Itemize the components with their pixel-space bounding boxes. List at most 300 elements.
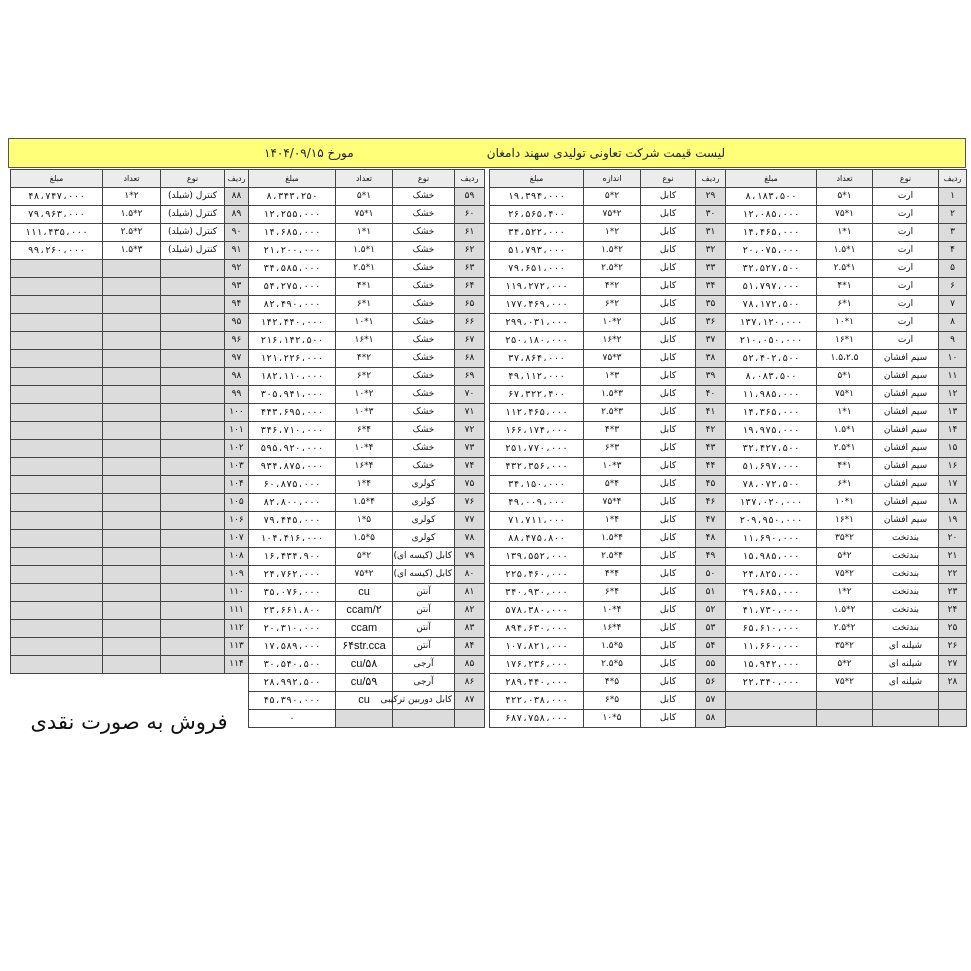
amount-cell: ۱۶،۴۳۴،۹۰۰ (249, 548, 336, 566)
size-cell: ۵*۱.۵ (584, 638, 641, 656)
type-cell: کابل (641, 278, 696, 296)
amount-cell: ۲۲،۳۴۰،۰۰۰ (726, 674, 817, 692)
row-number-cell: ۴۶ (696, 494, 726, 512)
table-row (726, 458, 967, 476)
amount-cell: ۵۱،۶۹۷،۰۰۰ (726, 458, 817, 476)
row-number-cell: ۲۳ (939, 584, 967, 602)
size-cell: ۲*۵ (817, 656, 873, 674)
type-cell: ارت (873, 278, 939, 296)
amount-cell: ۱۲،۲۵۵،۰۰۰ (249, 206, 336, 224)
amount-cell: ۴۸،۷۴۷،۰۰۰ (11, 188, 103, 206)
size-cell: ۲*۲.۵ (584, 260, 641, 278)
table-row (490, 278, 726, 296)
type-cell: ارت (873, 260, 939, 278)
table-row (726, 206, 967, 224)
type-cell: خشک (393, 260, 455, 278)
type-cell: کنترل (شیلد) (161, 242, 225, 260)
size-cell: ۱*۵ (336, 188, 393, 206)
row-number-cell: ۷ (939, 296, 967, 314)
size-cell: ۱*۱۶ (817, 512, 873, 530)
column-header: اندازه (584, 170, 641, 188)
size-cell (103, 422, 161, 440)
row-number-cell: ۶۳ (455, 260, 485, 278)
row-number-cell: ۸۳ (455, 620, 485, 638)
table-row (726, 440, 967, 458)
amount-cell: ۱۴۲،۴۴۰،۰۰۰ (249, 314, 336, 332)
type-cell: ارت (873, 314, 939, 332)
row-number-cell: ۶۸ (455, 350, 485, 368)
table-row (490, 656, 726, 674)
amount-cell: ۶۰،۸۷۵،۰۰۰ (249, 476, 336, 494)
size-cell (103, 512, 161, 530)
table-header-row (11, 170, 249, 188)
size-cell: ۳*۱ (584, 368, 641, 386)
size-cell: ۲*۶ (336, 368, 393, 386)
row-number-cell: ۵۹ (455, 188, 485, 206)
type-cell: خشک (393, 422, 455, 440)
type-cell (161, 278, 225, 296)
size-cell: ۱*۱۰ (817, 314, 873, 332)
amount-cell (11, 620, 103, 638)
size-cell: ۱*۴ (336, 278, 393, 296)
size-cell: ۳*۲.۵ (584, 404, 641, 422)
amount-cell: ۴۴۳،۶۹۵،۰۰۰ (249, 404, 336, 422)
type-cell: کنترل (شیلد) (161, 224, 225, 242)
column-header: ردیف (939, 170, 967, 188)
amount-cell (11, 566, 103, 584)
size-cell: ۲*۱۰ (336, 386, 393, 404)
table-row (490, 188, 726, 206)
size-cell: ۲*۲.۵ (817, 620, 873, 638)
type-cell (161, 314, 225, 332)
amount-cell (11, 332, 103, 350)
table-row (249, 494, 485, 512)
size-cell (817, 692, 873, 710)
type-cell: کنترل (شیلد) (161, 188, 225, 206)
type-cell: کابل (641, 422, 696, 440)
row-number-cell: ۹۵ (225, 314, 249, 332)
amount-cell: ۱۰۴،۴۱۶،۰۰۰ (249, 530, 336, 548)
table-row (490, 692, 726, 710)
row-number-cell: ۳۵ (696, 296, 726, 314)
type-cell: کابل (کیسه ای) (393, 566, 455, 584)
title-bar (8, 138, 966, 168)
size-cell (103, 656, 161, 674)
size-cell (103, 602, 161, 620)
table-row (490, 566, 726, 584)
table-header-row (726, 170, 967, 188)
table-row (726, 584, 967, 602)
amount-cell: ۳۴۶،۷۱۰،۰۰۰ (249, 422, 336, 440)
row-number-cell: ۲۲ (939, 566, 967, 584)
row-number-cell: ۳۳ (696, 260, 726, 278)
table-row (249, 656, 485, 674)
type-cell: خشک (393, 224, 455, 242)
row-number-cell: ۴۷ (696, 512, 726, 530)
row-number-cell: ۸۵ (455, 656, 485, 674)
row-number-cell: ۱۱۲ (225, 620, 249, 638)
row-number-cell: ۱۰۳ (225, 458, 249, 476)
size-cell (103, 440, 161, 458)
price-table-block-3 (248, 169, 485, 728)
row-number-cell: ۵۵ (696, 656, 726, 674)
row-number-cell: ۶۲ (455, 242, 485, 260)
row-number-cell: ۱۸ (939, 494, 967, 512)
size-cell: ۲*۴ (336, 350, 393, 368)
amount-cell: ۲۰،۳۱۰،۰۰۰ (249, 620, 336, 638)
table-header-row (490, 170, 726, 188)
amount-cell: ۱۷۶،۲۳۶،۰۰۰ (490, 656, 584, 674)
table-row (726, 350, 967, 368)
size-cell: ۱*۵ (817, 188, 873, 206)
table-row (11, 260, 249, 278)
size-cell: ۲*۷۵ (817, 566, 873, 584)
amount-cell: ۱۲۱،۲۲۶،۰۰۰ (249, 350, 336, 368)
row-number-cell: ۱۱۳ (225, 638, 249, 656)
column-header: مبلغ (726, 170, 817, 188)
size-cell: ۲*۷۵ (817, 674, 873, 692)
size-cell (103, 458, 161, 476)
row-number-cell (939, 709, 967, 727)
row-number-cell: ۹۲ (225, 260, 249, 278)
amount-cell: ۱۹،۳۹۴،۰۰۰ (490, 188, 584, 206)
size-cell: ۲*۳۵ (817, 530, 873, 548)
amount-cell: ۴۱،۷۳۰،۰۰۰ (726, 602, 817, 620)
row-number-cell: ۱۰۹ (225, 566, 249, 584)
amount-cell: ۵۱،۷۹۳،۰۰۰ (490, 242, 584, 260)
amount-cell: ۱۰۷،۸۲۱،۰۰۰ (490, 638, 584, 656)
row-number-cell: ۷۰ (455, 386, 485, 404)
type-cell: ارت (873, 188, 939, 206)
table-row (249, 584, 485, 602)
type-cell: خشک (393, 188, 455, 206)
row-number-cell: ۱۱۰ (225, 584, 249, 602)
amount-cell: ۵۴،۲۷۵،۰۰۰ (249, 278, 336, 296)
size-cell: ۵*۶ (584, 692, 641, 710)
amount-cell: ۷۸،۱۷۲،۵۰۰ (726, 296, 817, 314)
amount-cell: ۱۴،۶۸۵،۰۰۰ (249, 224, 336, 242)
amount-cell (11, 260, 103, 278)
type-cell: کابل (641, 584, 696, 602)
table-row (726, 692, 967, 710)
type-cell: سیم افشان (873, 404, 939, 422)
type-cell (161, 296, 225, 314)
amount-cell (11, 656, 103, 674)
table-row (490, 458, 726, 476)
type-cell (161, 332, 225, 350)
size-cell: ۱*۱۶ (817, 332, 873, 350)
type-cell: ارت (873, 206, 939, 224)
size-cell: ۱*۷۵ (817, 386, 873, 404)
amount-cell: ۳۲،۵۲۷،۵۰۰ (726, 260, 817, 278)
size-cell: cu/۵۸ (336, 656, 393, 674)
amount-cell: ۱۱۲،۴۶۵،۰۰۰ (490, 404, 584, 422)
amount-cell: ۲۰۹،۹۵۰،۰۰۰ (726, 512, 817, 530)
amount-cell: ۴۹،۱۱۲،۰۰۰ (490, 368, 584, 386)
table-row (249, 404, 485, 422)
amount-cell: ۱۲،۰۸۵،۰۰۰ (726, 206, 817, 224)
type-cell: خشک (393, 350, 455, 368)
row-number-cell (939, 692, 967, 710)
amount-cell: ۳۴،۵۲۲،۰۰۰ (490, 224, 584, 242)
table-row (11, 224, 249, 242)
size-cell: ۱*۱۶ (336, 332, 393, 350)
table-row (11, 530, 249, 548)
size-cell: ۱*۴ (817, 458, 873, 476)
size-cell: cu (336, 692, 393, 710)
amount-cell: ۳۰۵،۹۴۱،۰۰۰ (249, 386, 336, 404)
row-number-cell: ۱۰۰ (225, 404, 249, 422)
type-cell: خشک (393, 296, 455, 314)
type-cell: خشک (393, 440, 455, 458)
size-cell (103, 638, 161, 656)
size-cell: ۱*۱ (817, 404, 873, 422)
table-row (11, 602, 249, 620)
row-number-cell: ۶۶ (455, 314, 485, 332)
type-cell (161, 638, 225, 656)
amount-cell: ۱۱۱،۴۳۵،۰۰۰ (11, 224, 103, 242)
size-cell: ۵*۴ (584, 674, 641, 692)
size-cell: ۱*۱۰ (817, 494, 873, 512)
table-row (11, 350, 249, 368)
table-row (726, 224, 967, 242)
row-number-cell: ۳۱ (696, 224, 726, 242)
row-number-cell: ۴۳ (696, 440, 726, 458)
table-row (249, 476, 485, 494)
amount-cell: ۴۲۲،۰۳۸،۰۰۰ (490, 692, 584, 710)
size-cell: ۲*۱ (103, 188, 161, 206)
size-cell (103, 548, 161, 566)
type-cell: بندتخت (873, 530, 939, 548)
row-number-cell: ۵۳ (696, 620, 726, 638)
type-cell: سیم افشان (873, 422, 939, 440)
table-row (490, 548, 726, 566)
row-number-cell: ۱۷ (939, 476, 967, 494)
size-cell (103, 566, 161, 584)
row-number-cell: ۱ (939, 188, 967, 206)
type-cell: کولری (393, 494, 455, 512)
type-cell (161, 656, 225, 674)
column-header: ردیف (696, 170, 726, 188)
table-row (726, 530, 967, 548)
row-number-cell: ۷۷ (455, 512, 485, 530)
table-row (490, 602, 726, 620)
type-cell: کابل (641, 404, 696, 422)
size-cell: ۲*۵ (817, 548, 873, 566)
amount-cell (11, 386, 103, 404)
type-cell: آنتن (393, 638, 455, 656)
row-number-cell: ۴ (939, 242, 967, 260)
row-number-cell: ۵ (939, 260, 967, 278)
table-row (490, 404, 726, 422)
row-number-cell: ۱۰۸ (225, 548, 249, 566)
size-cell (103, 620, 161, 638)
type-cell: کابل (641, 476, 696, 494)
table-row (249, 278, 485, 296)
table-row (726, 404, 967, 422)
amount-cell: ۵۹۵،۹۲۰،۰۰۰ (249, 440, 336, 458)
size-cell: ۱*۷۵ (817, 206, 873, 224)
type-cell: شیلنه ای (873, 638, 939, 656)
row-number-cell: ۱۱۱ (225, 602, 249, 620)
table-row (726, 332, 967, 350)
table-row (11, 440, 249, 458)
table-row (726, 242, 967, 260)
table-row (490, 512, 726, 530)
type-cell: ارت (873, 296, 939, 314)
type-cell (873, 692, 939, 710)
type-cell: کابل (641, 602, 696, 620)
amount-cell: ۱۱۹،۲۷۲،۰۰۰ (490, 278, 584, 296)
column-header: نوع (873, 170, 939, 188)
amount-cell: ۱۳۹،۵۵۲،۰۰۰ (490, 548, 584, 566)
size-cell: ۴*۵ (584, 476, 641, 494)
row-number-cell: ۲۶ (939, 638, 967, 656)
size-cell: ۴*۱۶ (336, 458, 393, 476)
row-number-cell: ۳ (939, 224, 967, 242)
size-cell (103, 314, 161, 332)
type-cell (161, 476, 225, 494)
amount-cell: ۲۱،۲۰۰،۰۰۰ (249, 242, 336, 260)
table-row (490, 440, 726, 458)
row-number-cell: ۶۰ (455, 206, 485, 224)
type-cell: خشک (393, 404, 455, 422)
amount-cell: ۲۲۵،۴۶۰،۰۰۰ (490, 566, 584, 584)
amount-cell: ۱۵،۹۴۲،۰۰۰ (726, 656, 817, 674)
table-row (249, 440, 485, 458)
table-row (726, 386, 967, 404)
amount-cell: ۲۴،۸۲۵،۰۰۰ (726, 566, 817, 584)
type-cell: کابل (641, 512, 696, 530)
type-cell: کابل (641, 710, 696, 728)
type-cell: کابل (کیسه ای) (393, 548, 455, 566)
size-cell (103, 386, 161, 404)
table-row (249, 620, 485, 638)
amount-cell: ۱۷۷،۴۶۹،۰۰۰ (490, 296, 584, 314)
type-cell: سیم افشان (873, 350, 939, 368)
amount-cell: ۷۱،۷۱۱،۰۰۰ (490, 512, 584, 530)
type-cell (161, 530, 225, 548)
row-number-cell: ۷۹ (455, 548, 485, 566)
amount-cell (11, 296, 103, 314)
amount-cell: ۱۴،۴۶۵،۰۰۰ (726, 224, 817, 242)
type-cell: کابل (641, 548, 696, 566)
table-row (726, 278, 967, 296)
size-cell (336, 710, 393, 728)
row-number-cell: ۱۰۵ (225, 494, 249, 512)
column-header: نوع (641, 170, 696, 188)
row-number-cell: ۱۲ (939, 386, 967, 404)
table-row (11, 314, 249, 332)
table-row (490, 620, 726, 638)
amount-cell: ۱۱،۶۹۰،۰۰۰ (726, 530, 817, 548)
table-row (726, 566, 967, 584)
table-row (249, 386, 485, 404)
size-cell: ۴*۱۰ (336, 440, 393, 458)
table-row (726, 422, 967, 440)
type-cell (161, 440, 225, 458)
row-number-cell: ۲ (939, 206, 967, 224)
table-row (249, 332, 485, 350)
amount-cell (11, 530, 103, 548)
row-number-cell: ۶۷ (455, 332, 485, 350)
table-row (249, 314, 485, 332)
table-row (249, 638, 485, 656)
size-cell: ۵*۱۰ (584, 710, 641, 728)
table-row (726, 709, 967, 727)
type-cell: خشک (393, 368, 455, 386)
size-cell: ۳*۶ (584, 440, 641, 458)
table-row (490, 386, 726, 404)
document-date: مورخ ۱۴۰۴/۰۹/۱۵ (264, 146, 354, 160)
size-cell: ۱*۱ (336, 224, 393, 242)
type-cell: کولری (393, 512, 455, 530)
table-row (490, 494, 726, 512)
size-cell: ۴*۶ (584, 584, 641, 602)
type-cell (161, 458, 225, 476)
row-number-cell: ۵۶ (696, 674, 726, 692)
row-number-cell: ۶۹ (455, 368, 485, 386)
table-row (249, 602, 485, 620)
amount-cell: ۲۱۰،۰۵۰،۰۰۰ (726, 332, 817, 350)
amount-cell: ۳۰،۵۴۰،۵۰۰ (249, 656, 336, 674)
size-cell: ۲*۲.۵ (103, 224, 161, 242)
table-row (726, 314, 967, 332)
type-cell (161, 350, 225, 368)
amount-cell: ۷۹،۶۵۱،۰۰۰ (490, 260, 584, 278)
type-cell: بندتخت (873, 566, 939, 584)
price-table-block-1 (725, 169, 967, 727)
column-header: تعداد (817, 170, 873, 188)
row-number-cell (455, 710, 485, 728)
type-cell: سیم افشان (873, 476, 939, 494)
type-cell (161, 566, 225, 584)
price-list-sheet (8, 138, 966, 750)
row-number-cell: ۹۹ (225, 386, 249, 404)
type-cell: کابل (641, 530, 696, 548)
size-cell (103, 350, 161, 368)
type-cell: کابل (641, 566, 696, 584)
row-number-cell: ۴۴ (696, 458, 726, 476)
type-cell (161, 602, 225, 620)
amount-cell: ۷۹،۹۶۳،۰۰۰ (11, 206, 103, 224)
amount-cell: ۶۸۷،۷۵۸،۰۰۰ (490, 710, 584, 728)
amount-cell: ۲۵۰،۱۸۰،۰۰۰ (490, 332, 584, 350)
size-cell: ۴*۱.۵ (584, 530, 641, 548)
column-header: نوع (161, 170, 225, 188)
amount-cell (11, 584, 103, 602)
amount-cell: ۶۵،۶۱۰،۰۰۰ (726, 620, 817, 638)
table-row (249, 512, 485, 530)
amount-cell: ۲۳،۶۶۱،۸۰۰ (249, 602, 336, 620)
size-cell: cu/۵۹ (336, 674, 393, 692)
table-row (249, 674, 485, 692)
table-row (490, 584, 726, 602)
row-number-cell: ۳۹ (696, 368, 726, 386)
type-cell: کابل (641, 242, 696, 260)
row-number-cell: ۲۹ (696, 188, 726, 206)
table-row (249, 350, 485, 368)
size-cell: ۲*۶ (584, 296, 641, 314)
size-cell (103, 368, 161, 386)
amount-cell (11, 350, 103, 368)
row-number-cell: ۹۶ (225, 332, 249, 350)
size-cell (103, 278, 161, 296)
row-number-cell: ۶۴ (455, 278, 485, 296)
amount-cell: ۸۲،۴۹۰،۰۰۰ (249, 296, 336, 314)
amount-cell (11, 368, 103, 386)
table-row (490, 476, 726, 494)
